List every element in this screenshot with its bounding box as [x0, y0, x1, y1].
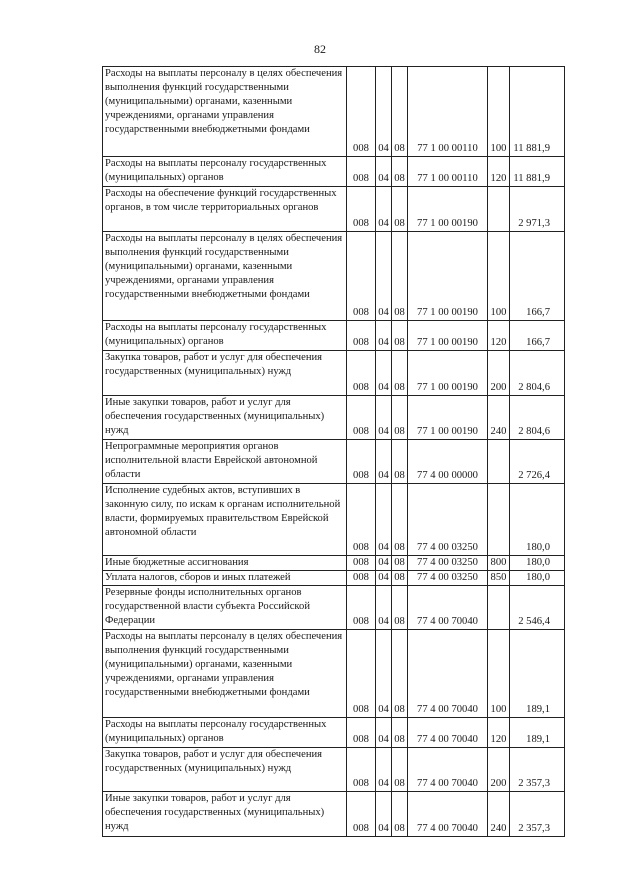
table-row [103, 440, 565, 484]
expense-type-code: 240 [488, 396, 510, 440]
ministry-code: 008 [347, 321, 376, 351]
table-row [103, 718, 565, 748]
expense-type-code: 100 [488, 630, 510, 718]
table-row [103, 187, 565, 232]
subsection-code: 08 [392, 321, 408, 351]
target-article-code: 77 4 00 03250 [408, 484, 488, 556]
expense-type-code: 200 [488, 351, 510, 396]
amount: 2 804,6 [510, 396, 565, 440]
subsection-code: 08 [392, 484, 408, 556]
amount: 166,7 [510, 232, 565, 321]
section-code: 04 [376, 232, 392, 321]
amount: 2 804,6 [510, 351, 565, 396]
ministry-code: 008 [347, 586, 376, 630]
section-code: 04 [376, 440, 392, 484]
ministry-code: 008 [347, 396, 376, 440]
table-row [103, 484, 565, 556]
ministry-code: 008 [347, 187, 376, 232]
expense-type-code [488, 586, 510, 630]
subsection-code: 08 [392, 630, 408, 718]
section-code: 04 [376, 556, 392, 571]
table-row [103, 232, 565, 321]
target-article-code: 77 1 00 00190 [408, 396, 488, 440]
table-row [103, 321, 565, 351]
table-row [103, 630, 565, 718]
amount: 180,0 [510, 571, 565, 586]
expense-type-code: 100 [488, 232, 510, 321]
ministry-code: 008 [347, 718, 376, 748]
subsection-code: 08 [392, 556, 408, 571]
expense-type-code: 120 [488, 321, 510, 351]
table-row [103, 571, 565, 586]
ministry-code: 008 [347, 440, 376, 484]
section-code: 04 [376, 630, 392, 718]
ministry-code: 008 [347, 748, 376, 792]
table-row [103, 67, 565, 157]
amount: 11 881,9 [510, 67, 565, 157]
amount: 189,1 [510, 630, 565, 718]
section-code: 04 [376, 321, 392, 351]
subsection-code: 08 [392, 571, 408, 586]
table-row [103, 396, 565, 440]
expense-name: Расходы на выплаты персоналу государственных (муниципальных) органов [103, 321, 347, 351]
target-article-code: 77 1 00 00190 [408, 351, 488, 396]
amount: 2 546,4 [510, 586, 565, 630]
target-article-code: 77 4 00 70040 [408, 586, 488, 630]
target-article-code: 77 4 00 70040 [408, 630, 488, 718]
ministry-code: 008 [347, 67, 376, 157]
expense-name: Уплата налогов, сборов и иных платежей [103, 571, 347, 586]
amount: 180,0 [510, 484, 565, 556]
expense-type-code: 100 [488, 67, 510, 157]
expense-name: Иные закупки товаров, работ и услуг для обеспечения государственных (муниципальных) нужд [103, 396, 347, 440]
subsection-code: 08 [392, 440, 408, 484]
table-row [103, 556, 565, 571]
target-article-code: 77 4 00 03250 [408, 571, 488, 586]
section-code: 04 [376, 718, 392, 748]
target-article-code: 77 4 00 70040 [408, 718, 488, 748]
expense-name: Исполнение судебных актов, вступивших в законную силу, по искам к органам исполнительной власти, формируемых правительством Еврейской автономной области [103, 484, 347, 556]
section-code: 04 [376, 67, 392, 157]
table-row [103, 586, 565, 630]
ministry-code: 008 [347, 351, 376, 396]
expense-type-code: 850 [488, 571, 510, 586]
expense-name: Расходы на обеспечение функций государственных органов, в том числе территориальных органов [103, 187, 347, 232]
expense-name: Закупка товаров, работ и услуг для обеспечения государственных (муниципальных) нужд [103, 748, 347, 792]
subsection-code: 08 [392, 157, 408, 187]
expense-type-code [488, 440, 510, 484]
expense-type-code [488, 484, 510, 556]
target-article-code: 77 1 00 00190 [408, 232, 488, 321]
expense-type-code: 240 [488, 792, 510, 837]
target-article-code: 77 1 00 00110 [408, 67, 488, 157]
section-code: 04 [376, 586, 392, 630]
section-code: 04 [376, 748, 392, 792]
subsection-code: 08 [392, 396, 408, 440]
subsection-code: 08 [392, 67, 408, 157]
target-article-code: 77 4 00 70040 [408, 792, 488, 837]
expense-type-code: 120 [488, 718, 510, 748]
subsection-code: 08 [392, 748, 408, 792]
target-article-code: 77 4 00 70040 [408, 748, 488, 792]
expense-type-code: 120 [488, 157, 510, 187]
amount: 189,1 [510, 718, 565, 748]
target-article-code: 77 1 00 00110 [408, 157, 488, 187]
section-code: 04 [376, 484, 392, 556]
expense-name: Расходы на выплаты персоналу государственных (муниципальных) органов [103, 157, 347, 187]
expense-name: Иные закупки товаров, работ и услуг для обеспечения государственных (муниципальных) нужд [103, 792, 347, 837]
ministry-code: 008 [347, 792, 376, 837]
ministry-code: 008 [347, 232, 376, 321]
amount: 11 881,9 [510, 157, 565, 187]
section-code: 04 [376, 187, 392, 232]
table-row [103, 748, 565, 792]
section-code: 04 [376, 396, 392, 440]
ministry-code: 008 [347, 571, 376, 586]
amount: 180,0 [510, 556, 565, 571]
expense-name: Непрограммные мероприятия органов исполнительной власти Еврейской автономной области [103, 440, 347, 484]
ministry-code: 008 [347, 556, 376, 571]
expense-type-code: 200 [488, 748, 510, 792]
table-row [103, 157, 565, 187]
subsection-code: 08 [392, 351, 408, 396]
expense-type-code [488, 187, 510, 232]
subsection-code: 08 [392, 718, 408, 748]
expense-type-code: 800 [488, 556, 510, 571]
expense-name: Резервные фонды исполнительных органов государственной власти субъекта Российской Федерации [103, 586, 347, 630]
amount: 2 357,3 [510, 748, 565, 792]
section-code: 04 [376, 157, 392, 187]
ministry-code: 008 [347, 484, 376, 556]
subsection-code: 08 [392, 792, 408, 837]
expense-name: Расходы на выплаты персоналу государственных (муниципальных) органов [103, 718, 347, 748]
expense-name: Иные бюджетные ассигнования [103, 556, 347, 571]
amount: 166,7 [510, 321, 565, 351]
section-code: 04 [376, 351, 392, 396]
amount: 2 357,3 [510, 792, 565, 837]
amount: 2 726,4 [510, 440, 565, 484]
expense-name: Расходы на выплаты персоналу в целях обеспечения выполнения функций государственными (муниципальными) органами, казенными учреждениями, органами управления государственными внебюджетными фондами [103, 232, 347, 321]
ministry-code: 008 [347, 157, 376, 187]
page-number: 82 [314, 42, 326, 56]
subsection-code: 08 [392, 232, 408, 321]
table-row [103, 351, 565, 396]
section-code: 04 [376, 571, 392, 586]
table-row [103, 792, 565, 837]
subsection-code: 08 [392, 586, 408, 630]
expense-name: Расходы на выплаты персоналу в целях обеспечения выполнения функций государственными (муниципальными) органами, казенными учреждениями, органами управления государственными внебюджетными фондами [103, 67, 347, 157]
target-article-code: 77 4 00 03250 [408, 556, 488, 571]
subsection-code: 08 [392, 187, 408, 232]
section-code: 04 [376, 792, 392, 837]
expense-name: Расходы на выплаты персоналу в целях обеспечения выполнения функций государственными (муниципальными) органами, казенными учреждениями, органами управления государственными внебюджетными фондами [103, 630, 347, 718]
target-article-code: 77 1 00 00190 [408, 321, 488, 351]
target-article-code: 77 4 00 00000 [408, 440, 488, 484]
expense-name: Закупка товаров, работ и услуг для обеспечения государственных (муниципальных) нужд [103, 351, 347, 396]
ministry-code: 008 [347, 630, 376, 718]
budget-table [102, 66, 565, 837]
target-article-code: 77 1 00 00190 [408, 187, 488, 232]
amount: 2 971,3 [510, 187, 565, 232]
